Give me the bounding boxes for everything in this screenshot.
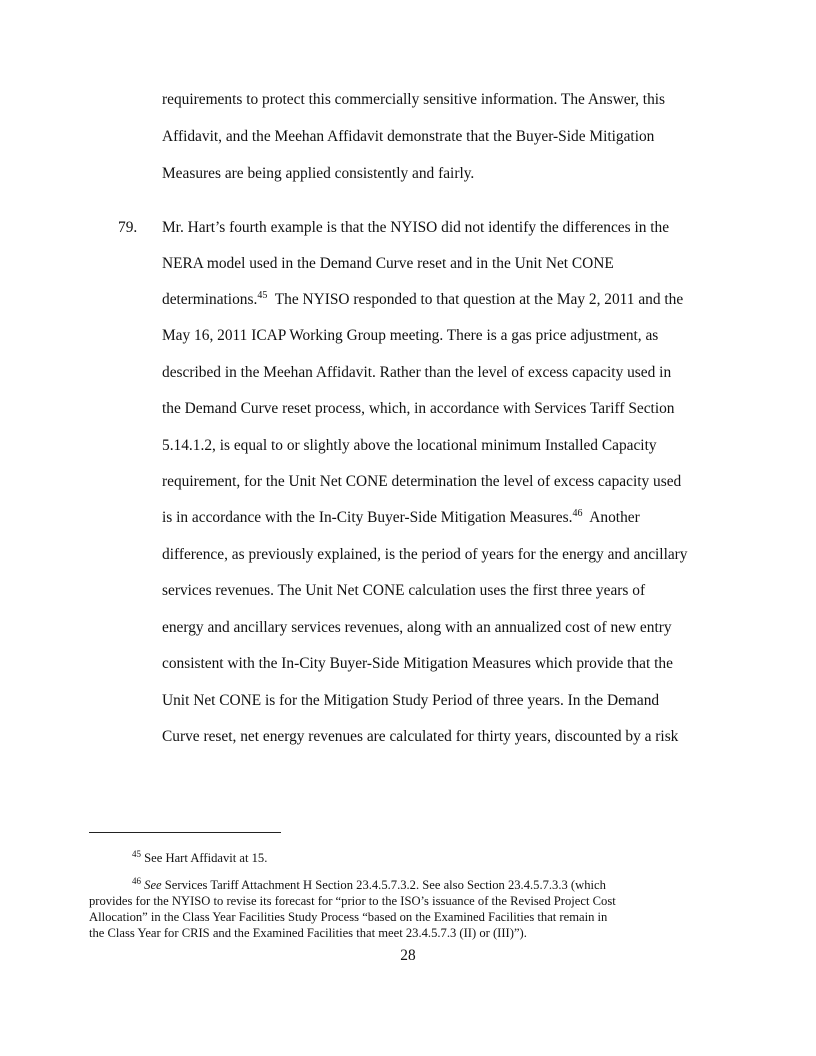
paragraph-line-10: difference, as previously explained, is the period of years for the energy and ancillary	[162, 546, 688, 563]
footnote-46-line-4: the Class Year for CRIS and the Examined Facilities that meet 23.4.5.7.3 (II) or (III)”).	[89, 926, 527, 940]
continuation-line-1: requirements to protect this commercially sensitive information. The Answer, this	[162, 91, 666, 108]
paragraph-line-5: described in the Meehan Affidavit. Rather than the level of excess capacity used in	[162, 364, 672, 381]
paragraph-line-15: Curve reset, net energy revenues are calculated for thirty years, discounted by a risk	[162, 728, 679, 745]
footnote-number-45: 45	[132, 849, 141, 859]
footnote-46-line-2: provides for the NYISO to revise its forecast for “prior to the ISO’s issuance of the Revised Project Cost	[89, 894, 616, 908]
footnote-46-line-3: Allocation” in the Class Year Facilities Study Process “based on the Examined Facilities that remain in	[89, 910, 608, 924]
line-3-text-b: The NYISO responded to that question at the May 2, 2011 and the	[267, 291, 684, 308]
continuation-line-3: Measures are being applied consistently and fairly.	[162, 165, 475, 182]
paragraph-line-8: requirement, for the Unit Net CONE determination the level of excess capacity used	[162, 473, 682, 490]
paragraph-line-14: Unit Net CONE is for the Mitigation Study Period of three years. In the Demand	[162, 692, 660, 709]
footnote-46-line-1-text: Services Tariff Attachment H Section 23.4.5.7.3.2. See also Section 23.4.5.7.3.3 (which	[161, 878, 606, 892]
line-3-text-a: determinations.	[162, 291, 258, 308]
paragraph-line-3	[162, 290, 683, 310]
footnote-46-line-1	[132, 877, 606, 893]
line-9-text-a: is in accordance with the In-City Buyer-Side Mitigation Measures.	[162, 509, 573, 526]
footnote-46-see: See	[144, 878, 162, 892]
footnote-ref-46: 46	[572, 508, 583, 519]
footnote-separator	[89, 832, 281, 833]
paragraph-line-9	[162, 508, 640, 528]
paragraph-line-13: consistent with the In-City Buyer-Side Mitigation Measures which provide that the	[162, 655, 673, 672]
paragraph-line-7: 5.14.1.2, is equal to or slightly above the locational minimum Installed Capacity	[162, 437, 657, 454]
footnote-45	[132, 850, 267, 866]
footnote-number-46: 46	[132, 876, 141, 886]
footnote-45-text: See Hart Affidavit at 15.	[144, 851, 268, 865]
continuation-line-2: Affidavit, and the Meehan Affidavit demonstrate that the Buyer-Side Mitigation	[162, 128, 655, 145]
paragraph-line-1: Mr. Hart’s fourth example is that the NYISO did not identify the differences in the	[162, 219, 670, 236]
paragraph-line-12: energy and ancillary services revenues, along with an annualized cost of new entry	[162, 619, 672, 636]
paragraph-line-11: services revenues. The Unit Net CONE calculation uses the first three years of	[162, 582, 646, 599]
line-9-text-b: Another	[582, 509, 640, 526]
page-number: 28	[400, 947, 416, 964]
paragraph-line-6: the Demand Curve reset process, which, in accordance with Services Tariff Section	[162, 400, 675, 417]
footnote-ref-45: 45	[257, 290, 268, 301]
paragraph-number: 79.	[118, 219, 138, 236]
paragraph-line-2: NERA model used in the Demand Curve reset and in the Unit Net CONE	[162, 255, 614, 272]
paragraph-line-4: May 16, 2011 ICAP Working Group meeting. There is a gas price adjustment, as	[162, 327, 659, 344]
